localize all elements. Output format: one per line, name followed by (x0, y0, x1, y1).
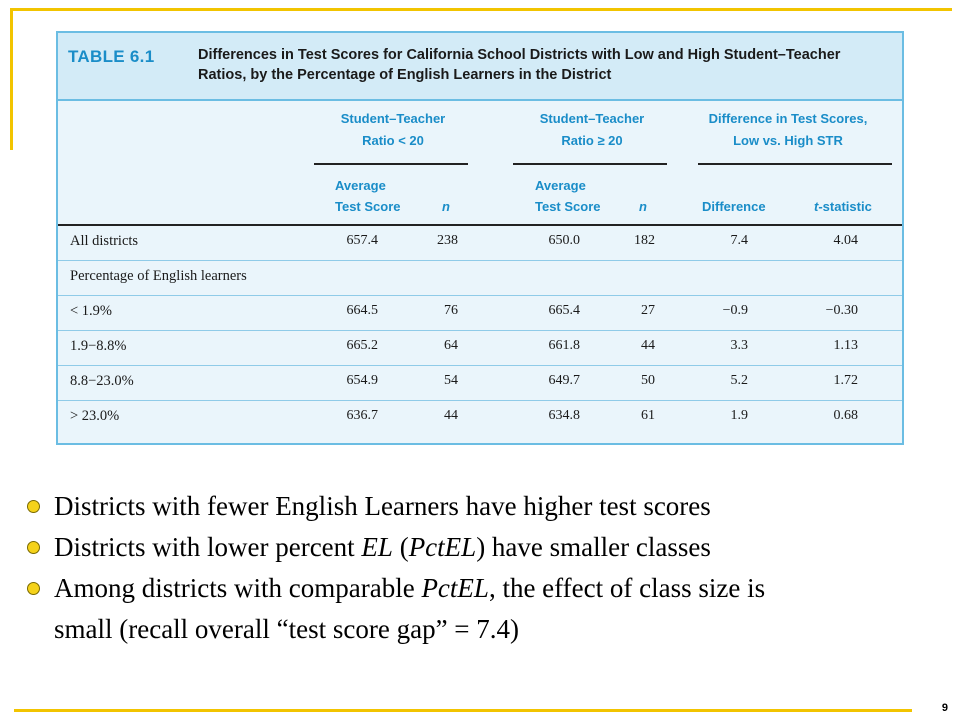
bottom-accent-line (14, 709, 912, 712)
bullet-text: , the effect of class size is (488, 573, 766, 603)
row-label: Percentage of English learners (70, 268, 247, 284)
table-row-subheading (58, 261, 902, 296)
col-header-n-low: n (442, 199, 450, 214)
col-header-avg-high: Average Test Score (535, 178, 601, 214)
group-header-low-str: Student–Teacher Ratio < 20 (340, 111, 446, 148)
cell-difference: 5.2 (730, 373, 748, 388)
table-caption-bar (58, 33, 902, 101)
table-row (58, 331, 902, 366)
group-header-difference: Difference in Test Scores, Low vs. High STR (708, 111, 868, 148)
group-rule-high-str (513, 163, 667, 165)
cell-avg-low: 665.2 (346, 338, 378, 353)
col-header-difference: Difference (702, 199, 766, 214)
group-header-high-str: Student–Teacher Ratio ≥ 20 (539, 111, 645, 148)
cell-avg-high: 649.7 (548, 373, 580, 388)
cell-n-high: 61 (641, 408, 655, 423)
col-header-n-high: n (639, 199, 647, 214)
cell-avg-high: 634.8 (548, 408, 580, 423)
cell-t-statistic: −0.30 (825, 303, 858, 318)
cell-avg-high: 650.0 (548, 233, 580, 248)
cell-n-high: 50 (641, 373, 655, 388)
bullet-text-em: EL (361, 532, 393, 562)
row-label: 8.8−23.0% (70, 373, 134, 389)
col-header-avg-low: Average Test Score (335, 178, 401, 214)
row-label: < 1.9% (70, 303, 113, 319)
cell-n-low: 76 (444, 303, 458, 318)
cell-t-statistic: 1.72 (833, 373, 858, 388)
col-header-t-statistic: t-statistic (814, 199, 872, 214)
cell-n-high: 182 (634, 233, 655, 248)
bullet-item (24, 486, 944, 527)
group-rule-low-str (314, 163, 468, 165)
cell-avg-low: 636.7 (346, 408, 378, 423)
cell-difference: 1.9 (730, 408, 748, 423)
cell-t-statistic: 4.04 (833, 233, 858, 248)
cell-n-high: 44 (641, 338, 655, 353)
bullet-text-em: PctEL (421, 573, 489, 603)
page-number: 9 (941, 702, 948, 714)
bullet-list (24, 486, 944, 650)
cell-n-low: 54 (444, 373, 458, 388)
cell-avg-low: 657.4 (346, 233, 378, 248)
table-row (58, 401, 902, 436)
bullet-dot-icon (27, 541, 40, 554)
cell-difference: −0.9 (722, 303, 748, 318)
left-accent-line (10, 8, 13, 150)
table-row (58, 366, 902, 401)
bullet-text-em: PctEL (408, 532, 477, 562)
cell-avg-high: 661.8 (548, 338, 580, 353)
cell-t-statistic: 0.68 (833, 408, 858, 423)
cell-n-low: 44 (444, 408, 458, 423)
cell-difference: 7.4 (730, 233, 748, 248)
table-label: TABLE 6.1 (68, 47, 155, 66)
bullet-dot-icon (27, 500, 40, 513)
bullet-text: ) have smaller classes (476, 532, 711, 562)
table-title: Differences in Test Scores for California School Districts with Low and High Student–Teacher Ratios, by the Percentage of English Learners in the District (198, 47, 841, 83)
table-row (58, 226, 902, 261)
bullet-text: small (recall overall “test score gap” = 7.4) (54, 614, 520, 644)
cell-avg-low: 654.9 (346, 373, 378, 388)
bullet-continuation (24, 609, 944, 650)
cell-difference: 3.3 (730, 338, 748, 353)
cell-n-low: 64 (444, 338, 458, 353)
table-row (58, 296, 902, 331)
caption-divider (58, 99, 902, 101)
row-label: All districts (70, 233, 139, 249)
bullet-text: Districts with lower percent (54, 532, 362, 562)
table-figure (56, 31, 904, 445)
row-label: > 23.0% (70, 408, 120, 424)
bullet-text: Districts with fewer English Learners have higher test scores (54, 491, 711, 521)
cell-avg-high: 665.4 (548, 303, 580, 318)
cell-n-high: 27 (641, 303, 655, 318)
cell-avg-low: 664.5 (346, 303, 378, 318)
bullet-item (24, 527, 944, 568)
top-accent-line (10, 8, 952, 11)
cell-t-statistic: 1.13 (833, 338, 858, 353)
cell-n-low: 238 (437, 233, 458, 248)
row-label: 1.9−8.8% (70, 338, 127, 354)
bullet-item (24, 568, 944, 609)
bullet-text: Among districts with comparable (54, 573, 422, 603)
bullet-dot-icon (27, 582, 40, 595)
bullet-text: ( (392, 532, 409, 562)
group-rule-difference (698, 163, 892, 165)
